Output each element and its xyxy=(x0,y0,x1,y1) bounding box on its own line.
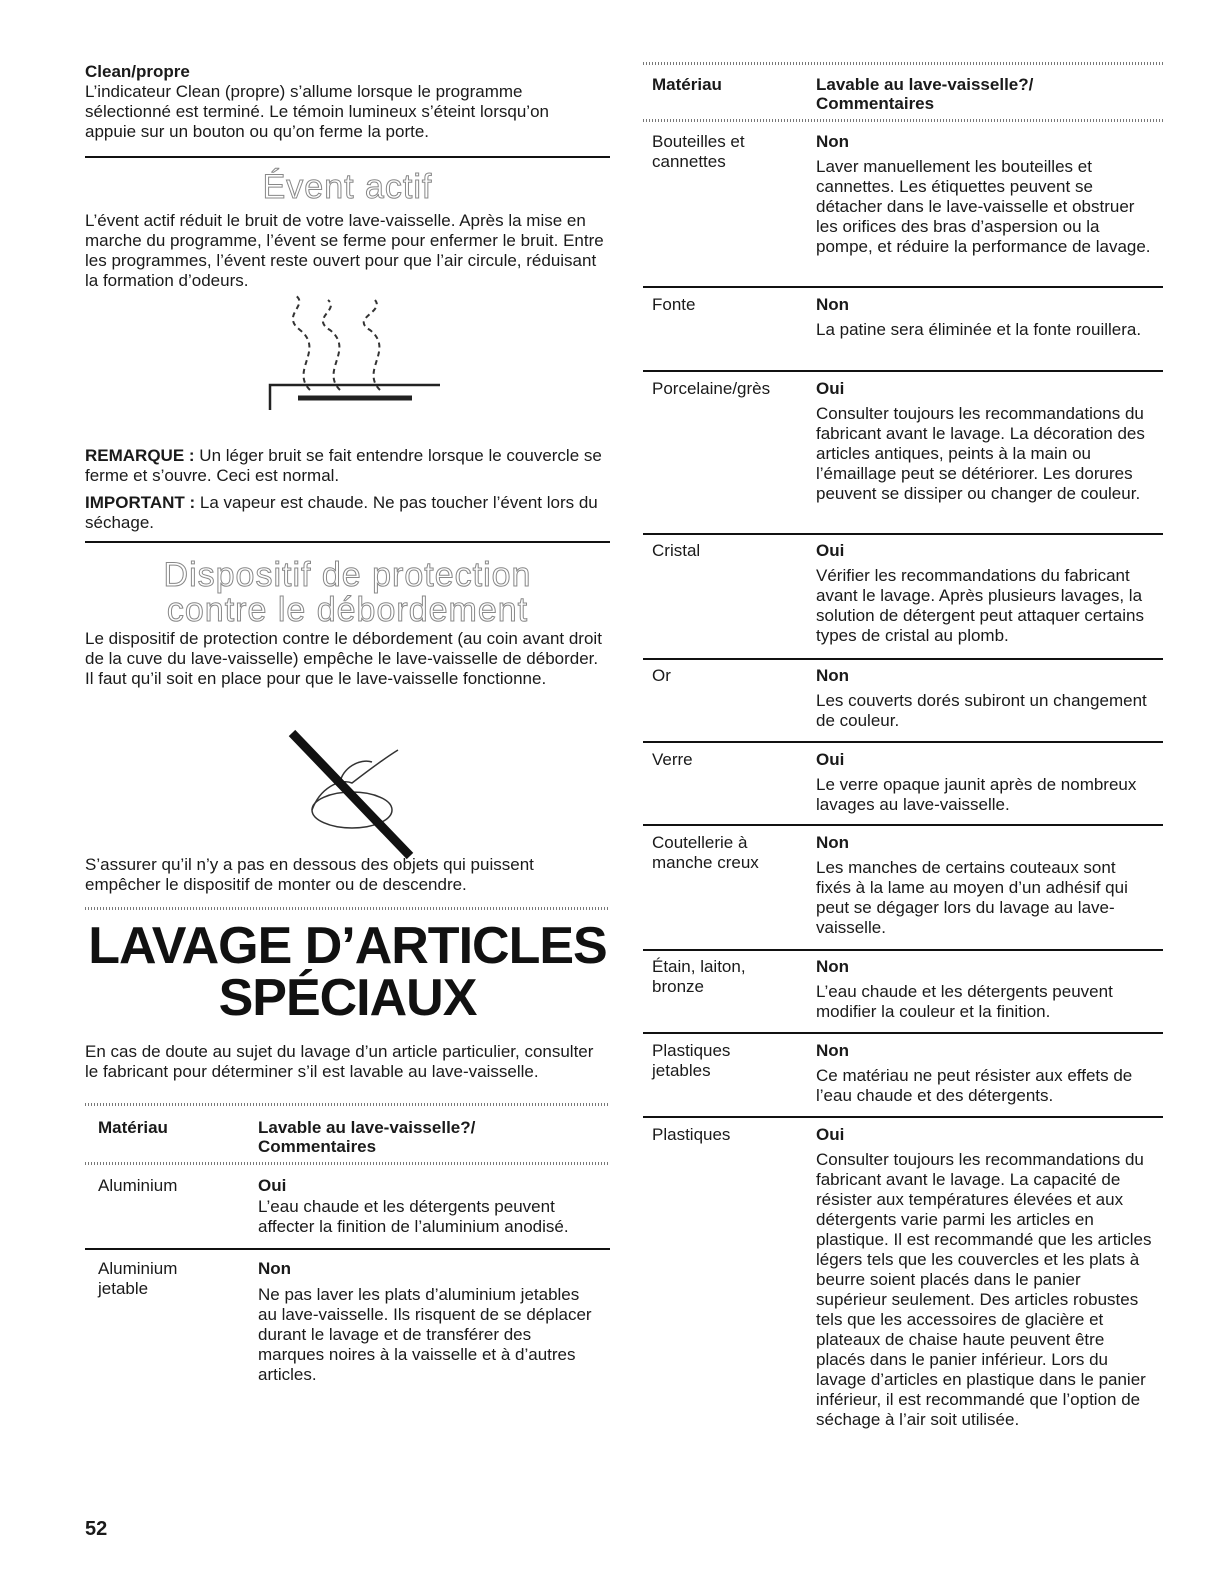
row-material: Coutellerie à manche creux xyxy=(652,833,759,872)
table-header-bottom-rule xyxy=(643,119,1163,122)
important-text: La vapeur est chaude. Ne pas toucher l’évent lors du séchage. xyxy=(85,493,598,532)
row-comment: Les couverts dorés subiront un changement de couleur. xyxy=(816,691,1147,730)
table-header-bottom-rule xyxy=(85,1162,610,1165)
row-divider xyxy=(643,824,1163,826)
column-header-comment-line2: Commentaires xyxy=(816,94,935,113)
dotted-divider xyxy=(85,907,610,910)
column-header-comment-line1: Lavable au lave-vaisselle?/ xyxy=(258,1118,476,1137)
important-label: IMPORTANT : xyxy=(85,493,196,512)
overflow-text: Le dispositif de protection contre le débordement (au coin avant droit de la cuve du lave-vaisselle) empêche le lave-vaisselle de déborder. Il faut qu’il soit en place pour que le lave-vaisselle fonctionne. xyxy=(85,629,602,688)
column-header-material: Matériau xyxy=(652,75,722,94)
vent-steam-illustration xyxy=(250,290,450,420)
row-divider xyxy=(643,1116,1163,1118)
row-material: Plastiques jetables xyxy=(652,1041,731,1080)
row-verdict: Non xyxy=(816,295,850,314)
row-verdict: Non xyxy=(816,957,850,976)
row-verdict: Non xyxy=(816,666,850,685)
row-material: Or xyxy=(652,666,671,685)
row-comment: Laver manuellement les bouteilles et cannettes. Les étiquettes peuvent se détacher dans le lave-vaisselle et obstruer les orifices des bras d’aspersion ou la pompe, et réduire la performance de lavage. xyxy=(816,157,1151,256)
row-divider xyxy=(643,949,1163,951)
divider xyxy=(85,156,610,158)
note-label: REMARQUE : xyxy=(85,446,195,465)
vent-important xyxy=(85,493,605,533)
row-material: Verre xyxy=(652,750,693,769)
row-comment: Vérifier les recommandations du fabricant avant le lavage. Après plusieurs lavages, la solution de détergent peut attaquer certains types de cristal au plomb. xyxy=(816,566,1144,645)
column-header-comment-line1: Lavable au lave-vaisselle?/ xyxy=(816,75,1034,94)
row-verdict: Non xyxy=(816,132,850,151)
row-divider xyxy=(643,741,1163,743)
row-comment: Consulter toujours les recommandations du fabricant avant le lavage. La capacité de résister aux températures élevées et aux détergents varie parmi les articles en plastique. Il est recommandé que les articles légers tels que les couvercles et les plats à beurre soient placés dans le panier supérieur seulement. Des articles robustes tels que les accessoires de glacière et plateaux de chaise haute peuvent être placés dans le panier inférieur. Lors du lavage d’articles en plastique dans le panier inférieur, il est recommandé que l’option de séchage à l’air soit utilisée. xyxy=(816,1150,1152,1429)
vent-text: L’évent actif réduit le bruit de votre lave-vaisselle. Après la mise en marche du programme, l’évent se ferme pour enfermer le bruit. Entre les programmes, l’évent reste ouvert pour que l’air circule, réduisant la formation d’odeurs. xyxy=(85,211,604,290)
row-divider xyxy=(643,658,1163,660)
clean-section xyxy=(85,62,610,142)
row-divider xyxy=(643,533,1163,535)
row-comment: L’eau chaude et les détergents peuvent affecter la finition de l’aluminium anodisé. xyxy=(258,1197,569,1236)
clean-heading: Clean/propre xyxy=(85,62,190,81)
row-divider xyxy=(643,370,1163,372)
row-material: Bouteilles et cannettes xyxy=(652,132,745,171)
row-verdict: Oui xyxy=(258,1176,287,1195)
overflow-title-line2: contre le débordement xyxy=(166,591,529,629)
row-material: Aluminium jetable xyxy=(98,1259,178,1298)
vent-note xyxy=(85,446,605,486)
row-comment: Consulter toujours les recommandations du fabricant avant le lavage. La décoration des articles antiques, peints à la main ou l’émaillage peut se détériorer. Les dorures peuvent se dissiper ou changer de couleur. xyxy=(816,404,1145,503)
row-verdict: Non xyxy=(816,1041,850,1060)
row-verdict: Oui xyxy=(816,379,845,398)
vent-title: Évent actif xyxy=(262,168,433,206)
divider xyxy=(85,541,610,543)
special-intro: En cas de doute au sujet du lavage d’un article particulier, consulter le fabricant pour déterminer s’il est lavable au lave-vaisselle. xyxy=(85,1042,594,1081)
column-header-comment-line2: Commentaires xyxy=(258,1137,377,1156)
clean-text: L’indicateur Clean (propre) s’allume lorsque le programme sélectionné est terminé. Le témoin lumineux s’éteint lorsqu’on appuie sur un bouton ou qu’on ferme la porte. xyxy=(85,82,549,141)
row-material: Aluminium xyxy=(98,1176,178,1195)
row-material: Plastiques xyxy=(652,1125,731,1144)
row-comment: Le verre opaque jaunit après de nombreux lavages au lave-vaisselle. xyxy=(816,775,1137,814)
row-material: Porcelaine/grès xyxy=(652,379,771,398)
row-comment: Ne pas laver les plats d’aluminium jetables au lave-vaisselle. Ils risquent de se déplacer durant le lavage et de transférer des marques noires à la vaisselle et à d’autres articles. xyxy=(258,1285,592,1384)
row-material: Fonte xyxy=(652,295,696,314)
row-comment: Ce matériau ne peut résister aux effets de l’eau chaude et des détergents. xyxy=(816,1066,1133,1105)
table-header-top-rule xyxy=(85,1103,610,1106)
row-verdict: Oui xyxy=(816,541,845,560)
row-verdict: Non xyxy=(816,833,850,852)
page-number: 52 xyxy=(85,1518,108,1540)
row-material: Cristal xyxy=(652,541,701,560)
row-verdict: Oui xyxy=(816,1125,845,1144)
row-comment: La patine sera éliminée et la fonte rouillera. xyxy=(816,320,1142,339)
table-header-top-rule xyxy=(643,62,1163,65)
note-text: Un léger bruit se fait entendre lorsque le couvercle se ferme et s’ouvre. Ceci est normal. xyxy=(85,446,602,485)
row-comment: L’eau chaude et les détergents peuvent modifier la couleur et la finition. xyxy=(816,982,1113,1021)
overflow-float-illustration xyxy=(280,728,420,868)
row-divider xyxy=(643,1032,1163,1034)
row-divider xyxy=(85,1248,610,1250)
special-title-line1: LAVAGE D’ARTICLES xyxy=(88,917,607,975)
row-divider xyxy=(643,286,1163,288)
row-material: Étain, laiton, bronze xyxy=(652,957,746,996)
row-verdict: Non xyxy=(258,1259,292,1278)
row-verdict: Oui xyxy=(816,750,845,769)
column-header-material: Matériau xyxy=(98,1118,168,1137)
overflow-title-line1: Dispositif de protection xyxy=(163,556,532,594)
overflow-caution: S’assurer qu’il n’y a pas en dessous des objets qui puissent empêcher le dispositif de monter ou de descendre. xyxy=(85,855,534,894)
row-comment: Les manches de certains couteaux sont fixés à la lame au moyen d’un adhésif qui peut se dégager lors du lavage au lave-vaisselle. xyxy=(816,858,1128,937)
special-title-line2: SPÉCIAUX xyxy=(218,969,477,1027)
